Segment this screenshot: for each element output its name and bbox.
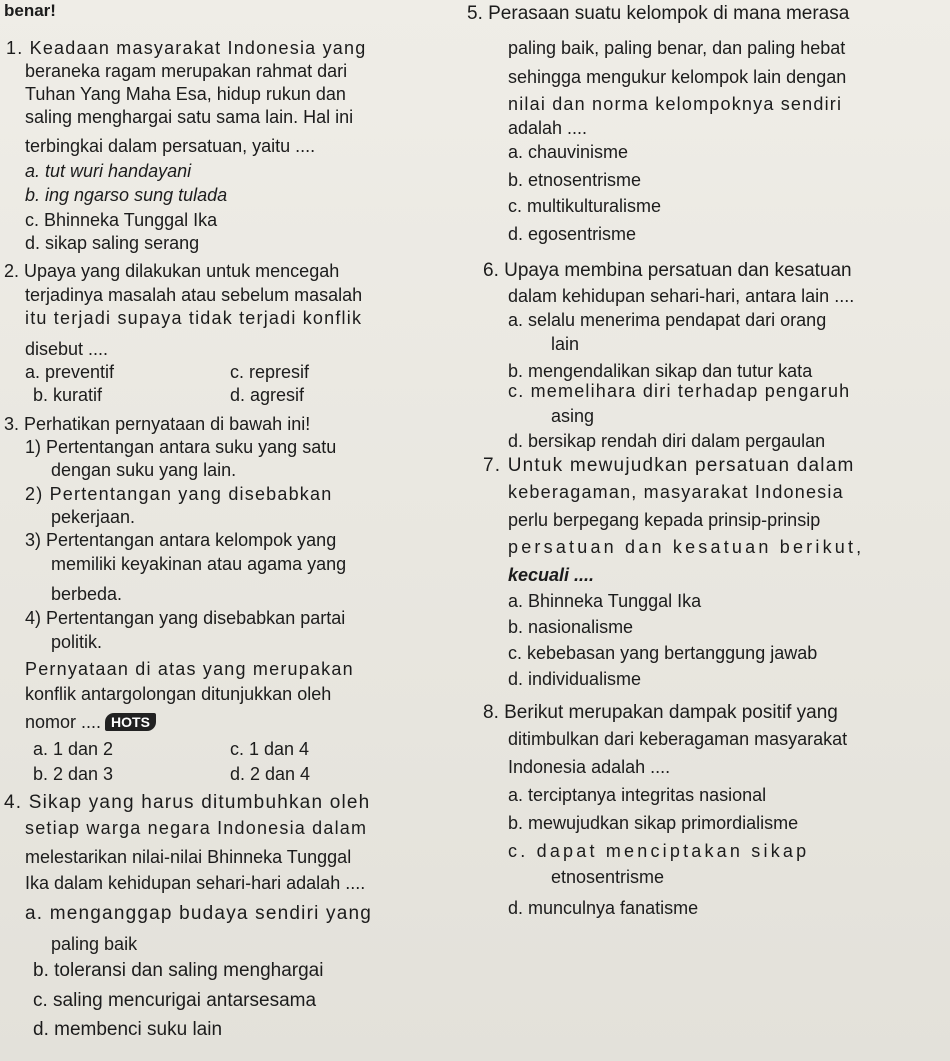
q7-line-3: perlu berpegang kepada prinsip-prinsip	[508, 510, 821, 530]
q1-line-4: saling menghargai satu sama lain. Hal ini	[25, 107, 354, 127]
q3-option-c: c. 1 dan 4	[230, 739, 310, 759]
q3-stem-line-2: konflik antargolongan ditunjukkan oleh	[25, 684, 332, 704]
q8-option-b: b. mewujudkan sikap primordialisme	[508, 813, 799, 833]
q6-option-d: d. bersikap rendah diri dalam pergaulan	[508, 431, 826, 451]
q4-line-4: Ika dalam kehidupan sehari-hari adalah ....	[25, 873, 366, 893]
q7-option-c: c. kebebasan yang bertanggung jawab	[508, 643, 818, 663]
q6-option-a-line-2: lain	[551, 334, 580, 354]
q3-stem-line-1: Pernyataan di atas yang merupakan	[25, 659, 354, 679]
q1-line-1: 1. Keadaan masyarakat Indonesia yang	[6, 38, 367, 58]
q3-statement-1-line-1: 1) Pertentangan antara suku yang satu	[25, 437, 337, 457]
q5-line-4: nilai dan norma kelompoknya sendiri	[508, 94, 843, 114]
q1-line-3: Tuhan Yang Maha Esa, hidup rukun dan	[25, 84, 346, 104]
q3-statement-2-line-2: pekerjaan.	[51, 507, 136, 527]
q5-option-d: d. egosentrisme	[508, 224, 637, 244]
q3-statement-1-line-2: dengan suku yang lain.	[51, 460, 237, 480]
q1-option-c: c. Bhinneka Tunggal Ika	[25, 210, 218, 230]
q7-line-4: persatuan dan kesatuan berikut,	[508, 537, 865, 557]
q6-option-c-line-1: c. memelihara diri terhadap pengaruh	[508, 381, 851, 401]
q7-option-a: a. Bhinneka Tunggal Ika	[508, 591, 702, 611]
q3-statement-4-line-1: 4) Pertentangan yang disebabkan partai	[25, 608, 346, 628]
q3-stem-line-3	[25, 711, 156, 733]
q3-statement-4-line-2: politik.	[51, 632, 103, 652]
q2-line-1: 2. Upaya yang dilakukan untuk mencegah	[4, 261, 340, 281]
q3-intro: 3. Perhatikan pernyataan di bawah ini!	[4, 414, 311, 434]
q8-option-d: d. munculnya fanatisme	[508, 898, 699, 918]
q2-option-b: b. kuratif	[33, 385, 103, 405]
q2-line-2: terjadinya masalah atau sebelum masalah	[25, 285, 363, 305]
q6-line-1: 6. Upaya membina persatuan dan kesatuan	[483, 260, 852, 281]
q6-option-c-line-2: asing	[551, 406, 595, 426]
q2-line-3: itu terjadi supaya tidak terjadi konflik	[25, 308, 363, 328]
q6-option-b: b. mengendalikan sikap dan tutur kata	[508, 361, 813, 381]
q4-option-c: c. saling mencurigai antarsesama	[33, 990, 317, 1011]
q1-line-5: terbingkai dalam persatuan, yaitu ....	[25, 136, 316, 156]
q5-option-a: a. chauvinisme	[508, 142, 629, 162]
q1-option-b: b. ing ngarso sung tulada	[25, 185, 228, 205]
q3-option-a: a. 1 dan 2	[33, 739, 114, 759]
q3-statement-3-line-1: 3) Pertentangan antara kelompok yang	[25, 530, 337, 550]
q4-option-a-line-2: paling baik	[51, 934, 138, 954]
q6-option-a-line-1: a. selalu menerima pendapat dari orang	[508, 310, 827, 330]
q8-line-2: ditimbulkan dari keberagaman masyarakat	[508, 729, 848, 749]
q8-option-c-line-1: c. dapat menciptakan sikap	[508, 841, 810, 861]
q1-option-a: a. tut wuri handayani	[25, 161, 192, 181]
q5-option-b: b. etnosentrisme	[508, 170, 642, 190]
q7-option-d: d. individualisme	[508, 669, 642, 689]
q5-option-c: c. multikulturalisme	[508, 196, 662, 216]
q4-line-3: melestarikan nilai-nilai Bhinneka Tunggal	[25, 847, 352, 867]
q3-option-d: d. 2 dan 4	[230, 764, 311, 784]
q8-line-1: 8. Berikut merupakan dampak positif yang	[483, 702, 838, 723]
q3-statement-2-line-1: 2) Pertentangan yang disebabkan	[25, 484, 333, 504]
q7-line-1: 7. Untuk mewujudkan persatuan dalam	[483, 455, 855, 476]
q1-line-2: beraneka ragam merupakan rahmat dari	[25, 61, 348, 81]
q3-statement-3-line-3: berbeda.	[51, 584, 123, 604]
q7-option-b: b. nasionalisme	[508, 617, 634, 637]
hots-badge: HOTS	[105, 713, 156, 731]
q3-statement-3-line-2: memiliki keyakinan atau agama yang	[51, 554, 347, 574]
q2-option-d: d. agresif	[230, 385, 305, 405]
q5-line-3: sehingga mengukur kelompok lain dengan	[508, 67, 847, 87]
q8-option-c-line-2: etnosentrisme	[551, 867, 665, 887]
q5-line-1: 5. Perasaan suatu kelompok di mana merasa	[467, 3, 850, 24]
q7-kecuali: kecuali ....	[508, 565, 595, 585]
q8-line-3: Indonesia adalah ....	[508, 757, 671, 777]
q5-line-2: paling baik, paling benar, dan paling hebat	[508, 38, 846, 58]
q2-option-c: c. represif	[230, 362, 310, 382]
q3-stem-line-3-text: nomor ....	[25, 712, 102, 732]
q6-line-2: dalam kehidupan sehari-hari, antara lain ....	[508, 286, 855, 306]
header-text: benar!	[4, 1, 56, 20]
q4-option-a-line-1: a. menganggap budaya sendiri yang	[25, 903, 372, 924]
q3-option-b: b. 2 dan 3	[33, 764, 114, 784]
q4-option-d: d. membenci suku lain	[33, 1019, 223, 1040]
q4-option-b: b. toleransi dan saling menghargai	[33, 960, 324, 981]
q2-line-4: disebut ....	[25, 339, 109, 359]
q2-option-a: a. preventif	[25, 362, 115, 382]
q8-option-a: a. terciptanya integritas nasional	[508, 785, 767, 805]
q4-line-2: setiap warga negara Indonesia dalam	[25, 818, 368, 838]
q5-line-5: adalah ....	[508, 118, 588, 138]
q7-line-2: keberagaman, masyarakat Indonesia	[508, 482, 844, 502]
q4-line-1: 4. Sikap yang harus ditumbuhkan oleh	[4, 792, 371, 813]
q1-option-d: d. sikap saling serang	[25, 233, 200, 253]
